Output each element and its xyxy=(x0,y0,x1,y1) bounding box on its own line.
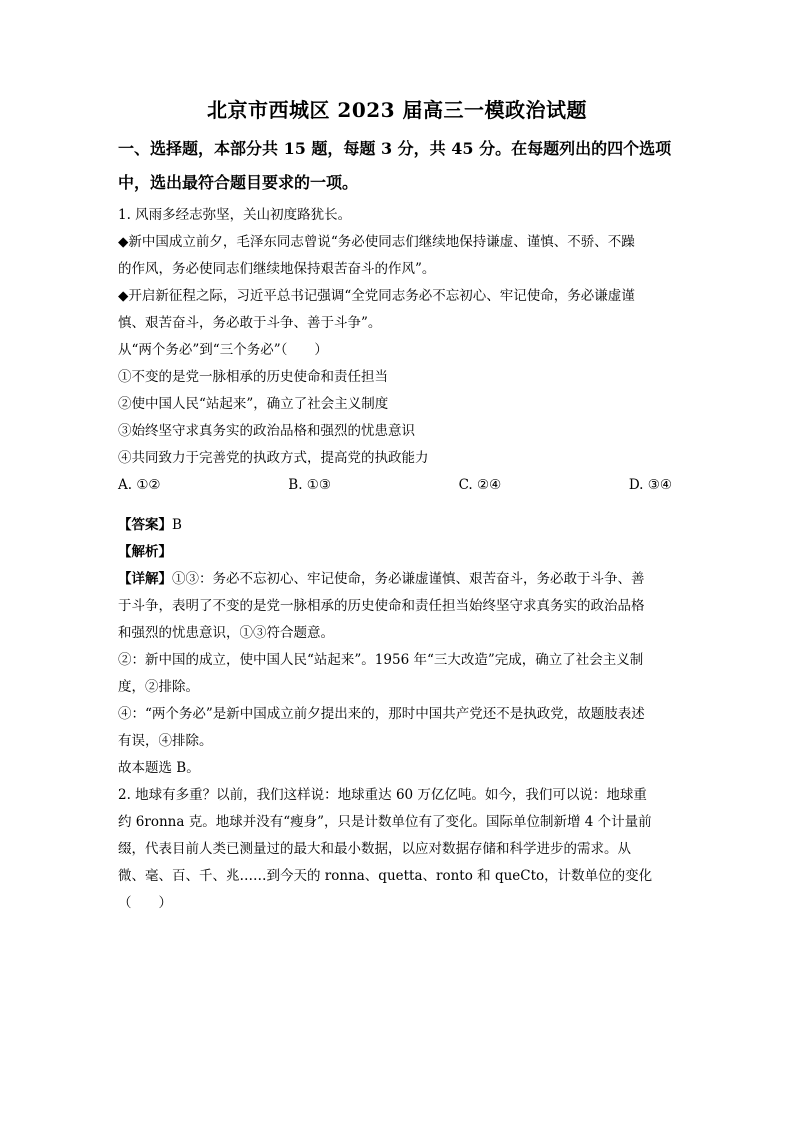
detail-text: ①③：务必不忘初心、牢记使命，务必谦虚谨慎、艰苦奋斗，务必敢于斗争、善 xyxy=(172,571,645,587)
text-line: ④：“两个务必”是新中国成立前夕提出来的，那时中国共产党还不是执政党，故题肢表述 xyxy=(118,706,645,722)
answer-line xyxy=(118,512,676,539)
text-line: 度，②排除。 xyxy=(118,679,199,695)
statement-item: ①不变的是党一脉相承的历史使命和责任担当 xyxy=(118,369,388,385)
statement-item: ②使中国人民“站起来”，确立了社会主义制度 xyxy=(118,396,389,412)
text-line: 约 6ronna 克。地球并没有“瘦身”，只是计数单位有了变化。国际单位制新增 4 个计量前 xyxy=(118,814,652,830)
detail-block xyxy=(118,566,676,647)
question-1 xyxy=(118,202,676,782)
section-heading-line: 中，选出最符合题目要求的一项。 xyxy=(118,173,359,192)
text-line: ◆开启新征程之际，习近平总书记强调“全党同志务必不忘初心、牢记使命，务必谦虚谨 xyxy=(118,288,635,304)
statement-item: ③始终坚守求真务实的政治品格和强烈的忧患意识 xyxy=(118,423,415,439)
section-heading xyxy=(118,134,676,198)
question-1-options xyxy=(118,472,676,499)
question-2 xyxy=(118,782,676,917)
option-c: C. ②④ xyxy=(458,477,502,493)
text-line: 有误，④排除。 xyxy=(118,733,213,749)
text-line: ②：新中国的成立，使中国人民“站起来”。1956 年“三大改造”完成，确立了社会主义制 xyxy=(118,652,644,668)
option-a: A. ①② xyxy=(118,477,161,493)
text-line: 缀，代表目前人类已测量过的最大和最小数据，以应对数据存储和科学进步的需求。从 xyxy=(118,841,631,857)
conclusion: 故本题选 B。 xyxy=(118,760,200,776)
note-statement-2 xyxy=(118,647,676,701)
text-line: 2. 地球有多重？以前，我们这样说：地球重达 60 万亿亿吨。如今，我们可以说：地球重 xyxy=(118,787,647,803)
analysis-tag: 【解析】 xyxy=(118,544,172,560)
analysis-line xyxy=(118,539,676,566)
text-line: 微、毫、百、千、兆……到今天的 ronna、quetta、ronto 和 queCto，计数单位的变化 xyxy=(118,868,653,884)
section-heading-line: 一、选择题，本部分共 15 题，每题 3 分，共 45 分。在每题列出的四个选项 xyxy=(118,139,672,158)
question-1-bullet-2 xyxy=(118,283,676,337)
text-line: 和强烈的忧患意识，①③符合题意。 xyxy=(118,625,334,641)
option-d: D. ③④ xyxy=(628,477,672,493)
text-line: 的作风，务必使同志们继续地保持艰苦奋斗的作风”。 xyxy=(118,261,436,277)
page-title: 北京市西城区 2023 届高三一模政治试题 xyxy=(206,98,588,122)
note-statement-4 xyxy=(118,701,676,755)
question-1-statements xyxy=(118,364,676,472)
answer-tag: 【答案】 xyxy=(118,517,172,533)
statement-item: ④共同致力于完善党的执政方式，提高党的执政能力 xyxy=(118,450,429,466)
answer-value: B xyxy=(172,517,182,533)
option-b: B. ①③ xyxy=(288,477,331,493)
question-1-prompt: 从“两个务必”到“三个务必”（ ） xyxy=(118,342,328,358)
text-line xyxy=(118,566,676,593)
text-line: 于斗争，表明了不变的是党一脉相承的历史使命和责任担当始终坚守求真务实的政治品格 xyxy=(118,598,645,614)
text-line: ◆新中国成立前夕，毛泽东同志曾说“务必使同志们继续地保持谦虚、谨慎、不骄、不躁 xyxy=(118,234,635,250)
text-line: 慎、艰苦奋斗，务必敢于斗争、善于斗争”。 xyxy=(118,315,382,331)
question-1-bullet-1 xyxy=(118,229,676,283)
question-1-stem: 1. 风雨多经志弥坚，关山初度路犹长。 xyxy=(118,207,352,223)
text-line: （ ） xyxy=(118,895,172,911)
detail-tag: 【详解】 xyxy=(118,571,172,587)
